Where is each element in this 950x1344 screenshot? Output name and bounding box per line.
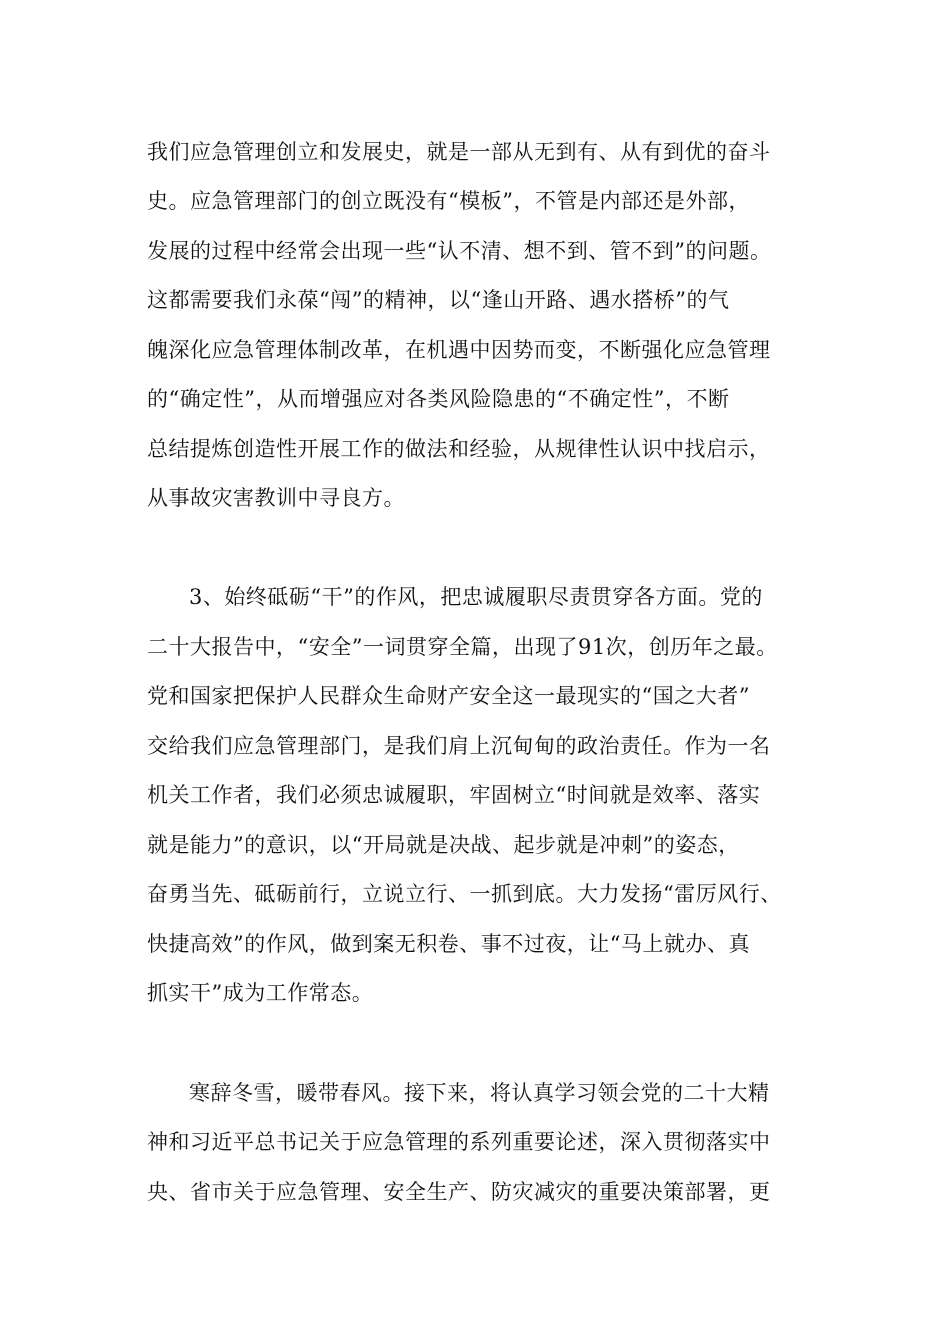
text-line: 总结提炼创造性开展工作的做法和经验，从规律性认识中找启示， bbox=[147, 437, 771, 461]
text-line: 3、始终砥砺“干”的作风，把忠诚履职尽责贯穿各方面。党的 bbox=[189, 585, 763, 609]
text-line: 从事故灾害教训中寻良方。 bbox=[147, 486, 405, 510]
text-line: 机关工作者，我们必须忠诚履职，牢固树立“时间就是效率、落实 bbox=[147, 783, 761, 807]
text-line: 我们应急管理创立和发展史，就是一部从无到有、从有到优的奋斗 bbox=[147, 140, 771, 164]
text-line: 就是能力”的意识，以“开局就是决战、起步就是冲刺”的姿态， bbox=[147, 833, 740, 857]
text-line: 交给我们应急管理部门，是我们肩上沉甸甸的政治责任。作为一名 bbox=[147, 734, 771, 758]
text-line: 的“确定性”，从而增强应对各类风险隐患的“不确定性”，不断 bbox=[147, 387, 730, 411]
text-line: 魄深化应急管理体制改革，在机遇中因势而变，不断强化应急管理 bbox=[147, 338, 771, 362]
text-line: 神和习近平总书记关于应急管理的系列重要论述，深入贯彻落实中 bbox=[147, 1130, 771, 1154]
text-line: 寒辞冬雪，暖带春风。接下来，将认真学习领会党的二十大精 bbox=[189, 1081, 770, 1105]
text-line: 奋勇当先、砥砺前行，立说立行、一抓到底。大力发扬“雷厉风行、 bbox=[147, 882, 782, 906]
text-line: 史。应急管理部门的创立既没有“模板”，不管是内部还是外部， bbox=[147, 189, 750, 213]
text-line: 抓实干”成为工作常态。 bbox=[147, 981, 374, 1005]
text-line: 二十大报告中，“安全”一词贯穿全篇，出现了91次，创历年之最。 bbox=[147, 635, 778, 659]
text-line: 央、省市关于应急管理、安全生产、防灾减灾的重要决策部署，更 bbox=[147, 1180, 771, 1204]
text-line: 快捷高效”的作风，做到案无积卷、事不过夜，让“马上就办、真 bbox=[147, 932, 750, 956]
text-line: 党和国家把保护人民群众生命财产安全这一最现实的“国之大者” bbox=[147, 684, 750, 708]
text-line: 发展的过程中经常会出现一些“认不清、想不到、管不到”的问题。 bbox=[147, 239, 772, 263]
text-line: 这都需要我们永葆“闯”的精神，以“逢山开路、遇水搭桥”的气 bbox=[147, 288, 730, 312]
